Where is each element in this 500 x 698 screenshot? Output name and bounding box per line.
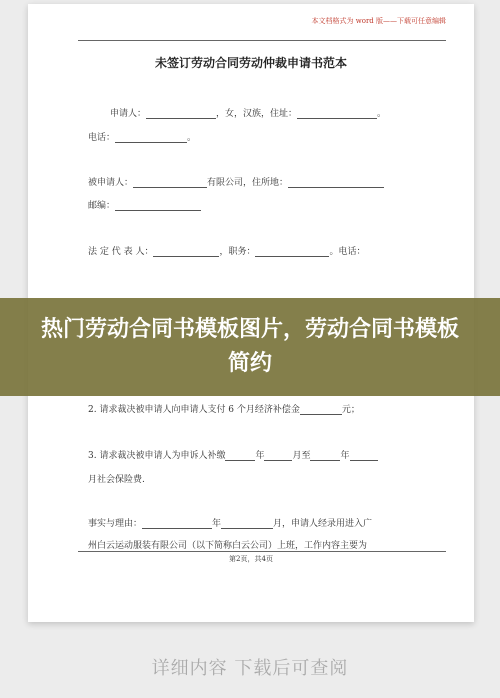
title-banner (0, 298, 500, 396)
facts-line: 事实与理由： 年 月，申请人经录用进入广 (88, 519, 373, 529)
respondent-line: 被申请人： 有限公司，住所地： (88, 175, 384, 188)
header-divider (78, 40, 446, 41)
request-3-line-2: 月社会保险费. (88, 475, 145, 485)
header-note: 本文档格式为 word 版——下载可任意编辑 (311, 17, 446, 25)
banner-title: 热门劳动合同书模板图片，劳动合同书模板简约 (40, 317, 459, 376)
page-number: 第2页，共4页 (229, 555, 273, 563)
legal-rep-line: 法 定 代 表 人： ，职务： 。电话： (88, 247, 366, 257)
request-3-line: 3. 请求裁决被申请人为申诉人补缴 年 月至 年 (88, 448, 378, 461)
facts-line-2: 州白云运动服装有限公司（以下简称白云公司）上班，工作内容主要为 (88, 541, 368, 551)
document-title: 未签订劳动合同劳动仲裁申请书范本 (154, 56, 347, 70)
phone-line: 电话： 。 (88, 133, 197, 143)
postcode-line: 邮编： (88, 198, 201, 211)
bottom-caption: 详细内容 下载后可查阅 (151, 658, 349, 679)
footer-divider (78, 551, 446, 552)
request-2-line: 2. 请求裁决被申请人向申请人支付 6 个月经济补偿金 元； (88, 405, 360, 415)
applicant-line: 申请人： ，女，汉族，住址： 。 (110, 109, 387, 119)
